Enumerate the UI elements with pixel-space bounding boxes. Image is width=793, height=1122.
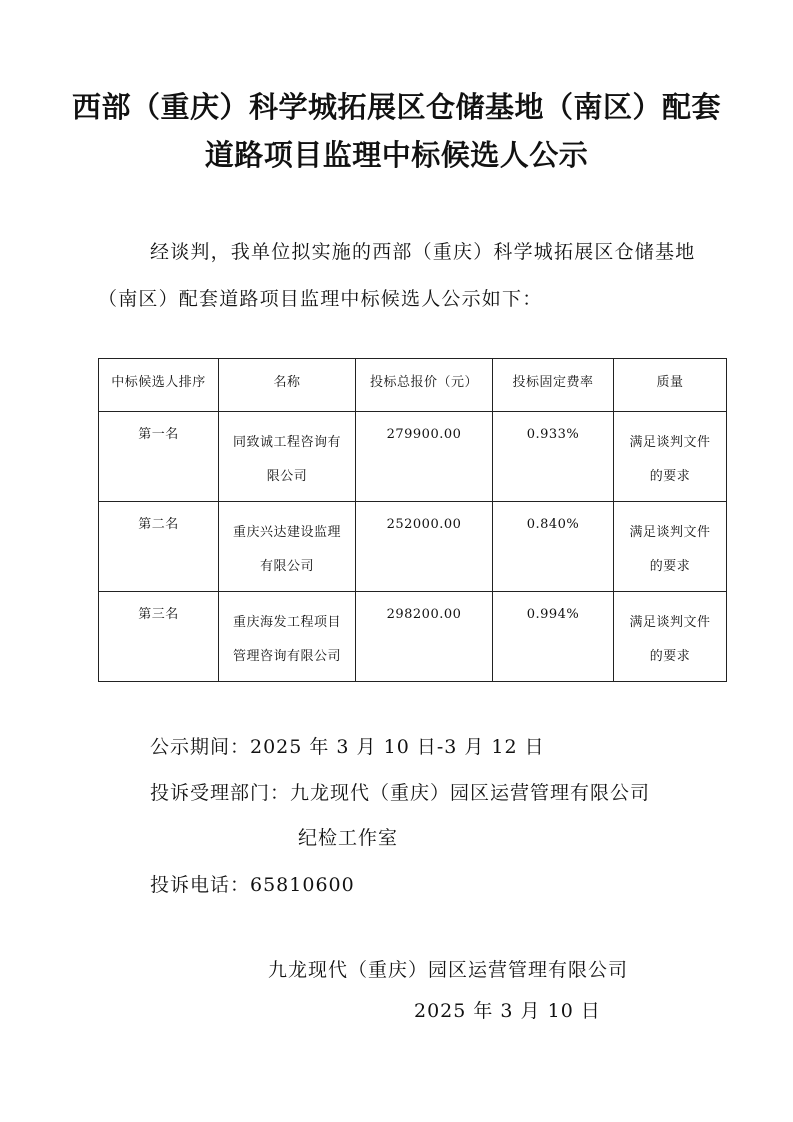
document-title-line2: 道路项目监理中标候选人公示: [204, 138, 589, 172]
table-header-row: [99, 359, 727, 412]
complaint-department-office: 纪检工作室: [298, 827, 399, 849]
cell-rank: 第一名: [99, 412, 219, 502]
cell-price: 298200.00: [356, 592, 493, 682]
signature-date: 2025 年 3 月 10 日: [414, 1000, 601, 1022]
header-rate: 投标固定费率: [493, 359, 614, 412]
cell-rate: 0.994%: [493, 592, 614, 682]
cell-quality: 满足谈判文件 的要求: [614, 592, 727, 682]
intro-text-line1: 经谈判，我单位拟实施的西部（重庆）科学城拓展区仓储基地: [150, 241, 696, 263]
cell-rate: 0.840%: [493, 502, 614, 592]
table-row: [99, 412, 727, 502]
cell-quality: 满足谈判文件 的要求: [614, 412, 727, 502]
cell-name: 同致诚工程咨询有 限公司: [219, 412, 356, 502]
cell-rank: 第三名: [99, 592, 219, 682]
cell-quality: 满足谈判文件 的要求: [614, 502, 727, 592]
document-title-line1: 西部（重庆）科学城拓展区仓储基地（南区）配套: [71, 90, 721, 124]
header-quality: 质量: [614, 359, 727, 412]
header-rank: 中标候选人排序: [99, 359, 219, 412]
table-row: [99, 592, 727, 682]
signature-organization: 九龙现代（重庆）园区运营管理有限公司: [268, 959, 629, 981]
candidates-table: [98, 358, 727, 682]
table-row: [99, 502, 727, 592]
header-price: 投标总报价（元）: [356, 359, 493, 412]
cell-rate: 0.933%: [493, 412, 614, 502]
cell-price: 279900.00: [356, 412, 493, 502]
header-name: 名称: [219, 359, 356, 412]
cell-rank: 第二名: [99, 502, 219, 592]
cell-price: 252000.00: [356, 502, 493, 592]
intro-text-line2: （南区）配套道路项目监理中标候选人公示如下：: [98, 288, 543, 310]
complaint-phone: 投诉电话：65810600: [150, 874, 355, 896]
cell-name: 重庆海发工程项目 管理咨询有限公司: [219, 592, 356, 682]
complaint-department: 投诉受理部门：九龙现代（重庆）园区运营管理有限公司: [150, 782, 651, 804]
cell-name: 重庆兴达建设监理 有限公司: [219, 502, 356, 592]
notice-period: 公示期间：2025 年 3 月 10 日-3 月 12 日: [150, 736, 545, 758]
